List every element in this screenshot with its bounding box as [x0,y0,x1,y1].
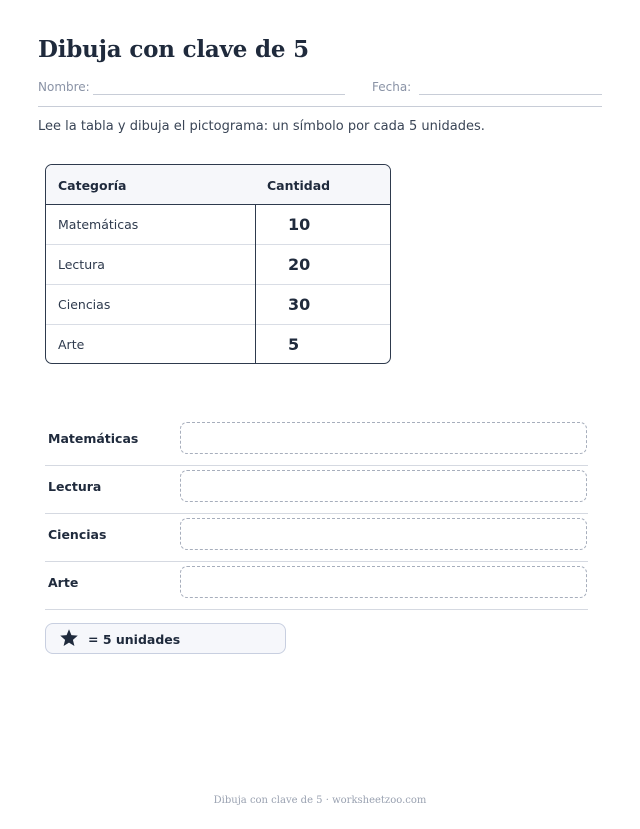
student-info-row [38,80,602,98]
drawing-box[interactable] [180,566,587,598]
column-header-quantity: Cantidad [267,178,331,193]
footer-text: Dibuja con clave de 5 · worksheetzoo.com [213,795,427,806]
star-icon [59,628,79,648]
row-value: 5 [288,335,300,354]
row-category: Ciencias [58,297,111,312]
name-label: Nombre: [38,80,90,94]
table-row [46,325,390,364]
row-category: Arte [58,337,85,352]
row-category: Matemáticas [58,217,139,232]
pictogram-row-label: Lectura [48,479,102,494]
data-table [45,164,391,364]
table-row [46,245,390,285]
table-header [46,165,390,205]
table-column-divider [255,205,256,363]
pictogram-row-label: Ciencias [48,527,107,542]
page-title: Dibuja con clave de 5 [38,36,309,63]
drawing-box[interactable] [180,518,587,550]
drawing-box[interactable] [180,470,587,502]
column-header-category: Categoría [58,178,127,193]
date-label: Fecha: [372,80,412,94]
instructions-text: Lee la tabla y dibuja el pictograma: un símbolo por cada 5 unidades. [38,119,485,134]
row-value: 20 [288,255,311,274]
drawing-box[interactable] [180,422,587,454]
pictogram-row [45,418,588,466]
pictogram-row-label: Arte [48,575,79,590]
date-field[interactable] [419,94,602,95]
row-value: 30 [288,295,311,314]
header-divider [38,106,602,107]
pictogram-row [45,562,588,610]
pictogram-row-label: Matemáticas [48,431,139,446]
table-row [46,285,390,325]
name-field[interactable] [93,94,345,95]
row-value: 10 [288,215,311,234]
table-row [46,205,390,245]
pictogram-area [45,418,588,610]
legend-text: = 5 unidades [88,632,181,647]
pictogram-row [45,466,588,514]
pictogram-row [45,514,588,562]
legend-key [45,623,286,654]
row-category: Lectura [58,257,105,272]
